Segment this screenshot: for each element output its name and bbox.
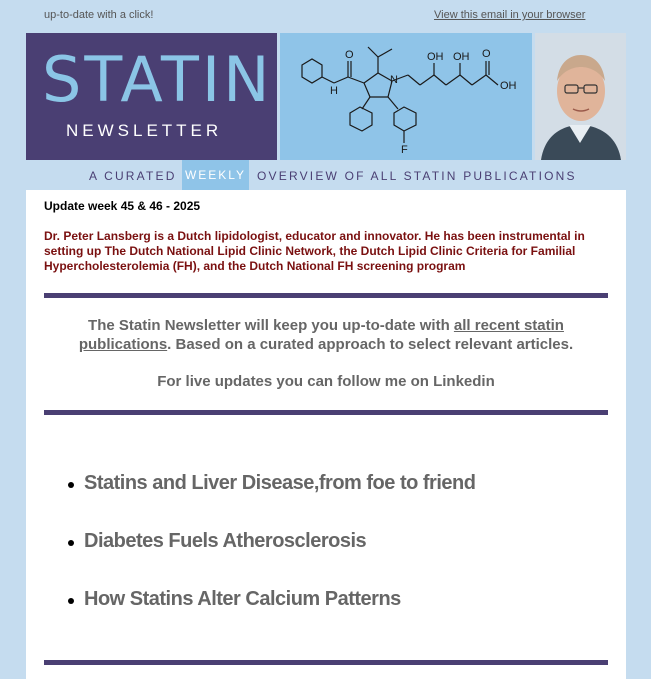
- logo-block: [26, 33, 277, 160]
- tagline-bar: [26, 160, 626, 190]
- acid-oxygen-label: O: [482, 48, 491, 60]
- molecule-illustration: [280, 33, 532, 160]
- preheader-text: up-to-date with a click!: [44, 9, 154, 21]
- oxygen-label: O: [345, 49, 354, 61]
- author-photo: [535, 33, 626, 160]
- section-divider: [44, 410, 608, 415]
- fluorine-label: F: [401, 144, 408, 156]
- intro-prefix: The Statin Newsletter will keep you up-to-date with: [88, 317, 454, 334]
- article-item[interactable]: How Statins Alter Calcium Patterns: [84, 588, 475, 646]
- section-divider: [44, 293, 608, 298]
- recent-publications-link[interactable]: all recent statin publications: [78, 317, 564, 353]
- section-divider: [44, 660, 608, 665]
- tagline-suffix: OVERVIEW OF ALL STATIN PUBLICATIONS: [257, 169, 577, 183]
- article-item[interactable]: Diabetes Fuels Atherosclerosis: [84, 530, 475, 588]
- intro-text: [66, 316, 586, 354]
- update-title: Update week 45 & 46 - 2025: [44, 199, 201, 213]
- linkedin-follow-text: For live updates you can follow me on Linkedin: [157, 373, 495, 390]
- newsletter-banner: [26, 33, 626, 160]
- newsletter-content: [26, 190, 626, 679]
- hydroxyl-label-1: OH: [427, 51, 444, 63]
- article-list: [66, 472, 475, 646]
- intro-suffix: . Based on a curated approach to select relevant articles.: [167, 336, 574, 353]
- logo-title: STATIN: [42, 43, 273, 116]
- article-item[interactable]: Statins and Liver Disease,from foe to friend: [84, 472, 475, 530]
- hydroxyl-label-2: OH: [453, 51, 470, 63]
- author-bio: Dr. Peter Lansberg is a Dutch lipidologist, educator and innovator. He has been instrumental in setting up The Dutch National Lipid Clinic Network, the Dutch Lipid Clinic Criteria for Familial Hypercholesterolemia (FH), and the Dutch National FH screening program: [44, 229, 585, 273]
- portrait-image-icon: [535, 33, 626, 160]
- logo-subtitle: NEWSLETTER: [66, 121, 223, 140]
- pyrrole-n-label: N: [390, 74, 398, 86]
- amide-h-label: H: [330, 85, 338, 97]
- view-in-browser-link[interactable]: View this email in your browser: [434, 9, 586, 21]
- tagline-prefix: A CURATED: [89, 169, 177, 183]
- acid-hydroxyl-label: OH: [500, 80, 517, 92]
- tagline-weekly-badge: WEEKLY: [182, 160, 249, 190]
- atorvastatin-structure-icon: [280, 33, 532, 160]
